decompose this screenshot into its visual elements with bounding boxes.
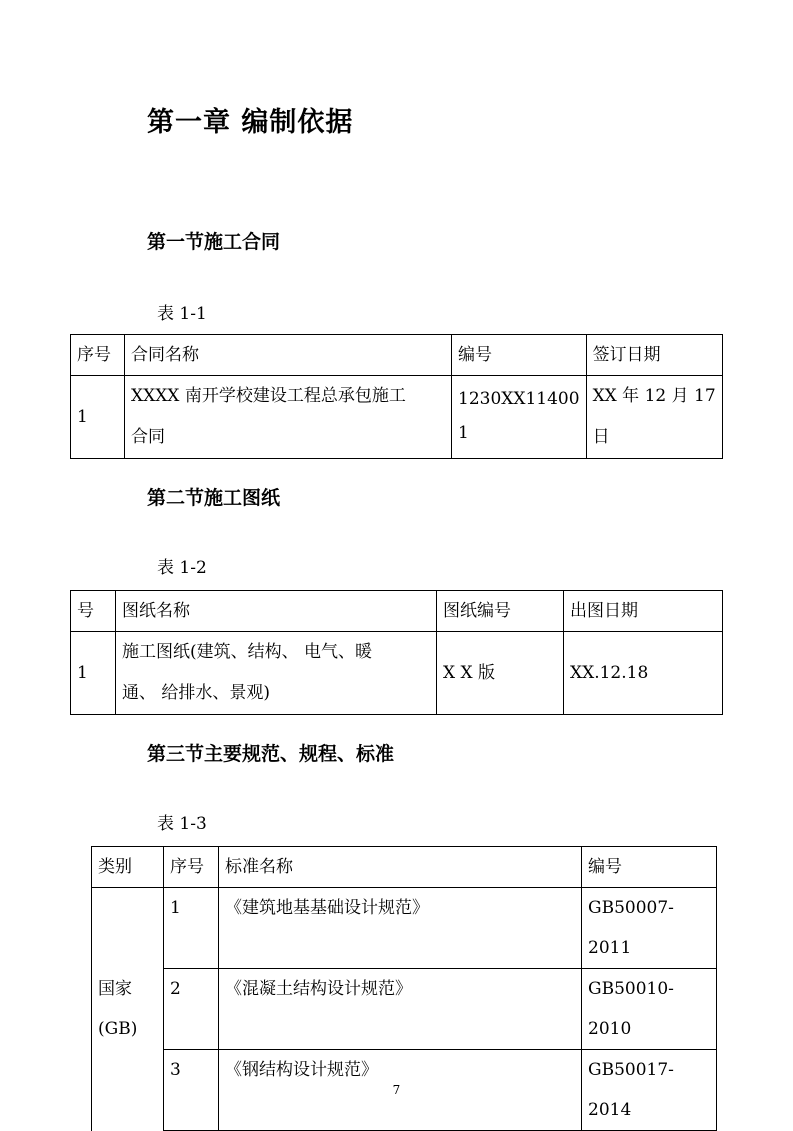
contract-name-line1: XXXX 南开学校建设工程总承包施工 [131, 386, 406, 406]
row-number: 2 [164, 969, 219, 1050]
row-number: 1 [71, 632, 116, 715]
table-row [92, 888, 717, 969]
standard-code: GB50017-2014 [582, 1050, 717, 1131]
category-line2: (GB) [98, 1019, 138, 1040]
header-cell: 序号 [164, 847, 219, 888]
chapter-title: 第一章 编制依据 [147, 107, 354, 138]
section-title-standards: 第三节主要规范、规程、标准 [147, 743, 395, 765]
contract-name-line2: 合同 [131, 427, 165, 447]
contract-date-line1: XX 年 12 月 17 [592, 386, 716, 406]
drawing-date: XX.12.18 [564, 632, 723, 715]
category-line1: 国家 [98, 979, 132, 1000]
header-cell: 类别 [92, 847, 164, 888]
contract-code-line2: 1 [458, 423, 469, 443]
section-title-drawings: 第二节施工图纸 [147, 487, 281, 509]
header-cell: 标准名称 [219, 847, 582, 888]
drawing-code: X X 版 [437, 632, 564, 715]
table-header-row [71, 335, 723, 376]
header-cell: 签订日期 [586, 335, 722, 376]
row-number: 1 [164, 888, 219, 969]
header-cell: 编号 [452, 335, 587, 376]
standard-code: GB50007-2011 [582, 888, 717, 969]
header-cell: 合同名称 [125, 335, 452, 376]
drawing-name-line2: 通、 给排水、景观) [122, 683, 271, 703]
drawings-table [70, 590, 723, 715]
header-cell: 图纸名称 [116, 591, 437, 632]
contract-code [452, 376, 587, 459]
page-number: 7 [392, 1083, 401, 1097]
header-cell: 出图日期 [564, 591, 723, 632]
table-row [71, 632, 723, 715]
table-row [71, 376, 723, 459]
contract-code-line1: 1230XX11400 [458, 389, 580, 409]
header-cell: 号 [71, 591, 116, 632]
table-caption-1-2: 表 1-2 [157, 558, 207, 578]
contract-date [586, 376, 722, 459]
contract-name [125, 376, 452, 459]
header-cell: 编号 [582, 847, 717, 888]
table-caption-1-3: 表 1-3 [157, 814, 207, 834]
table-header-row [71, 591, 723, 632]
header-cell: 序号 [71, 335, 125, 376]
standard-name: 《建筑地基基础设计规范》 [219, 888, 582, 969]
contract-date-line2: 日 [592, 427, 610, 447]
section-title-contract: 第一节施工合同 [147, 231, 281, 253]
row-number: 1 [71, 376, 125, 459]
row-number: 3 [164, 1050, 219, 1131]
standard-code: GB50010-2010 [582, 969, 717, 1050]
header-cell: 图纸编号 [437, 591, 564, 632]
contract-table [70, 334, 723, 459]
drawing-name-line1: 施工图纸(建筑、结构、 电气、暖 [122, 642, 373, 662]
standard-name: 《混凝土结构设计规范》 [219, 969, 582, 1050]
standard-name: 《钢结构设计规范》 [219, 1050, 582, 1131]
table-caption-1-1: 表 1-1 [157, 304, 207, 324]
drawing-name [116, 632, 437, 715]
table-header-row [92, 847, 717, 888]
table-row [92, 969, 717, 1050]
